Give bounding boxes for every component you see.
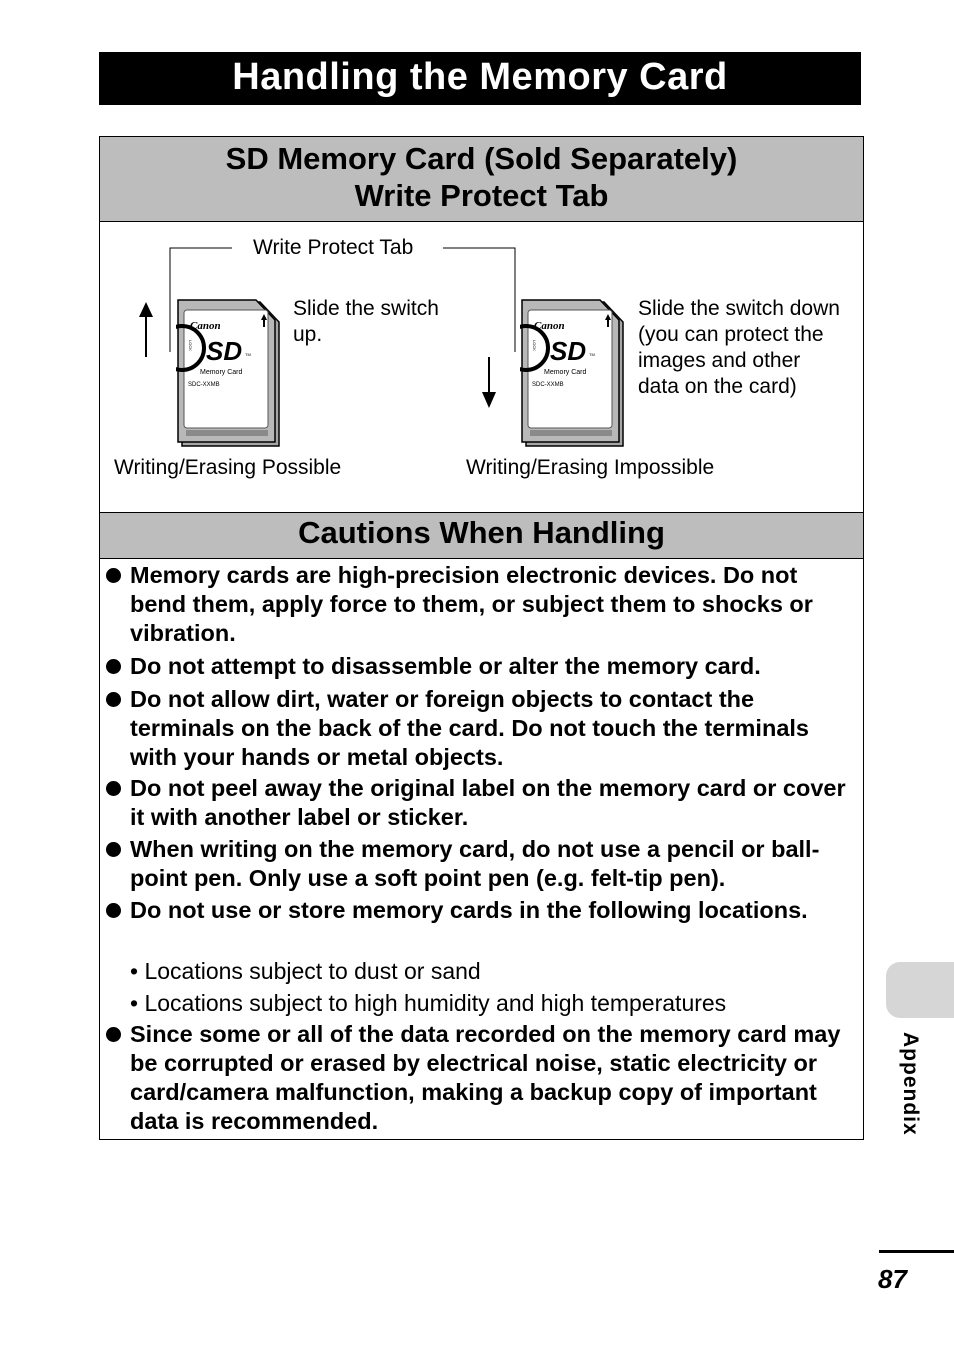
right-caption: Writing/Erasing Impossible	[466, 456, 715, 479]
caution-text: Do not use or store memory cards in the following locations.	[130, 897, 808, 923]
card-brand-left: Canon	[190, 320, 221, 332]
caution-item	[130, 685, 858, 772]
card-model-left: SDC-XXMB	[188, 382, 220, 388]
card-lock-left: LOCK	[188, 340, 193, 351]
left-caption: Writing/Erasing Possible	[114, 456, 342, 479]
right-instruction-line: data on the card)	[638, 375, 797, 398]
write-protect-diagram	[100, 222, 863, 512]
footer-rule	[879, 1250, 954, 1253]
appendix-tab	[886, 962, 954, 1018]
bullet-icon	[106, 568, 121, 583]
left-instruction-line: up.	[293, 323, 323, 346]
card-brand-right: Canon	[534, 320, 565, 332]
sd-heading-line1: SD Memory Card (Sold Separately)	[225, 141, 738, 176]
caution-text: Since some or all of the data recorded on the memory card may be corrupted or erased by electrical noise, static electricity or card/camera malfunction, making a backup copy of important data is recommended.	[130, 1021, 841, 1134]
sub-item: • Locations subject to high humidity and high temperatures	[130, 990, 727, 1016]
card-name-right: Memory Card	[544, 369, 587, 376]
sd-section-heading	[100, 137, 863, 222]
bullet-icon	[106, 692, 121, 707]
card-name-left: Memory Card	[200, 369, 243, 376]
cautions-heading: Cautions When Handling	[100, 512, 863, 559]
bullet-icon	[106, 659, 121, 674]
sub-item: • Locations subject to dust or sand	[130, 958, 481, 984]
caution-text: Do not attempt to disassemble or alter the memory card.	[130, 653, 761, 679]
sd-heading-line2: Write Protect Tab	[354, 178, 609, 213]
bullet-icon	[106, 903, 121, 918]
bullet-icon	[106, 781, 121, 796]
page-number: 87	[878, 1264, 907, 1294]
left-instruction	[293, 296, 439, 348]
bullet-icon	[106, 842, 121, 857]
caution-item	[130, 835, 858, 893]
left-instruction-line: Slide the switch	[293, 297, 439, 320]
right-instruction-line: Slide the switch down	[638, 297, 840, 320]
caution-item	[130, 561, 858, 648]
caution-text: Memory cards are high-precision electronic devices. Do not bend them, apply force to them, or subject them to shocks or vibration.	[130, 562, 813, 646]
sd-card-right	[520, 298, 630, 453]
caution-item	[130, 652, 858, 681]
card-tm-left: TM	[245, 352, 251, 357]
memory-card-box	[99, 136, 864, 1140]
right-instruction-line: (you can protect the	[638, 323, 824, 346]
bullet-icon	[106, 1027, 121, 1042]
caution-text: Do not allow dirt, water or foreign objects to contact the terminals on the back of the card. Do not touch the terminals with your hands or metal objects.	[130, 686, 809, 770]
card-model-right: SDC-XXMB	[532, 382, 564, 388]
page-title: Handling the Memory Card	[99, 52, 861, 105]
appendix-tab-label: Appendix	[899, 1032, 922, 1136]
caution-text: Do not peel away the original label on the memory card or cover it with another label or sticker.	[130, 775, 846, 830]
caution-text: When writing on the memory card, do not use a pencil or ball-point pen. Only use a soft point pen (e.g. felt-tip pen).	[130, 836, 820, 891]
sd-card-left	[176, 298, 286, 453]
card-lock-right: LOCK	[532, 340, 537, 351]
caution-item	[130, 774, 858, 832]
write-protect-tab-label: Write Protect Tab	[253, 236, 414, 259]
card-tm-right: TM	[589, 352, 595, 357]
card-logo-right: SD	[550, 336, 587, 366]
right-instruction	[638, 296, 840, 400]
caution-item	[130, 1020, 858, 1136]
caution-item	[130, 896, 858, 925]
card-logo-left: SD	[206, 336, 243, 366]
right-instruction-line: images and other	[638, 349, 801, 372]
